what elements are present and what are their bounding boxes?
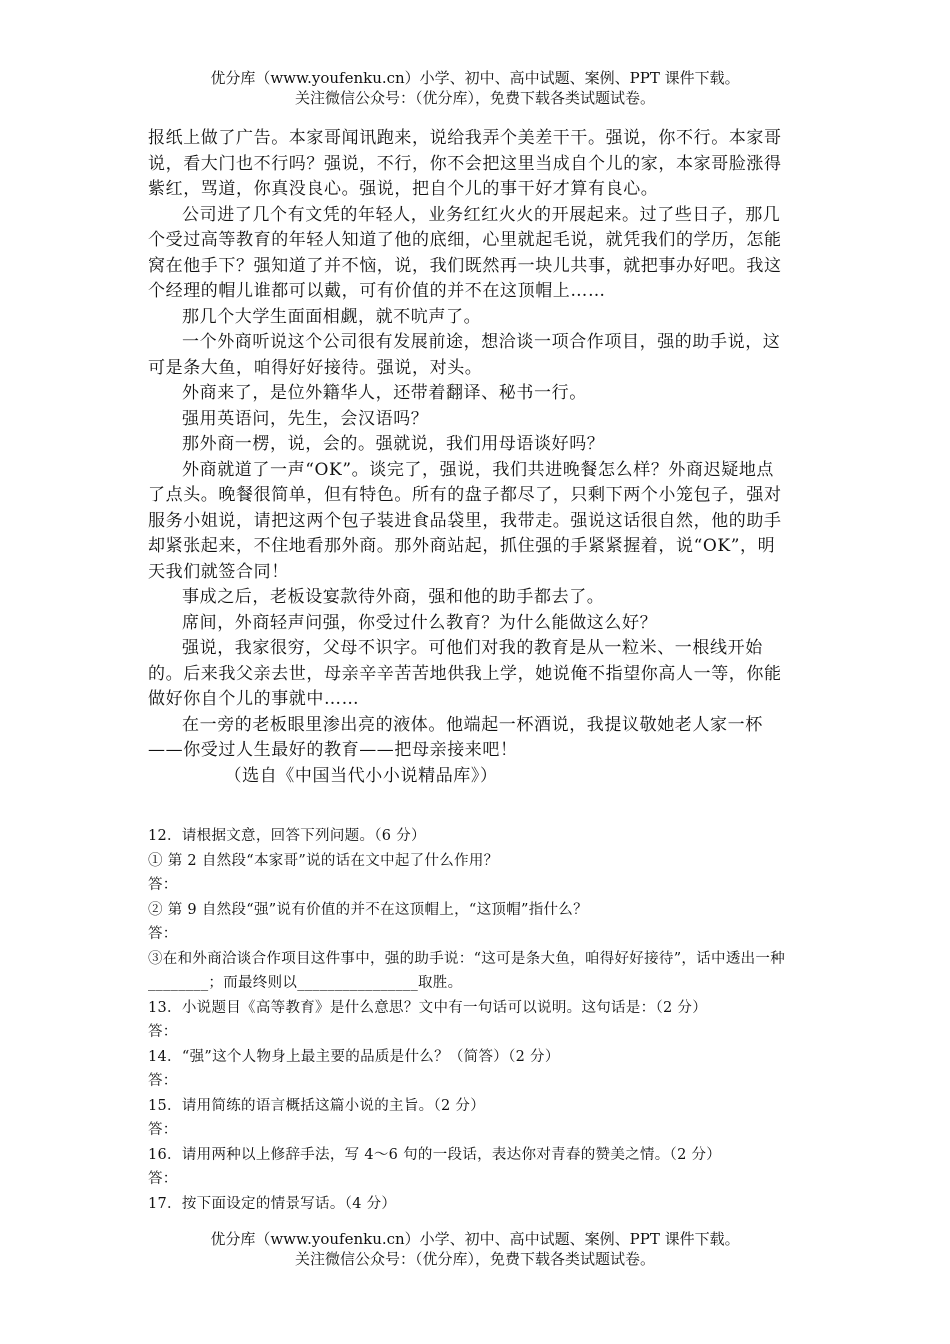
story-text — [148, 126, 788, 789]
answer-line: 答： — [148, 1073, 178, 1089]
answer-line: 答： — [148, 1122, 178, 1138]
question-line: 15．请用简练的语言概括这篇小说的主旨。（2 分） — [148, 1097, 486, 1114]
story-paragraph: 强说，我家很穷，父母不识字。可他们对我的教育是从一粒米、一根线开始的。后来我父亲去世，母亲辛辛苦苦地供我上学，她说俺不指望你高人一等，你能做好你自个儿的事就中…… — [148, 638, 782, 709]
answer-line: 答： — [148, 877, 178, 893]
question-line: 12．请根据文意，回答下列问题。（6 分） — [148, 828, 426, 844]
question-line: 13．小说题目《高等教育》是什么意思？文中有一句话可以说明。这句话是：（2 分） — [148, 999, 708, 1016]
answer-line: 答： — [148, 1024, 178, 1040]
header-line-1: 优分库（www.youfenku.cn）小学、初中、高中试题、案例、PPT 课件下载。 — [210, 69, 740, 87]
question-line: ③在和外商洽谈合作项目这件事中，强的助手说：“这可是条大鱼，咱得好好接待”，话中透出一种________；而最终则以________________取胜。 — [148, 950, 786, 991]
question-line: 14．“强”这个人物身上最主要的品质是什么？（简答）（2 分） — [148, 1048, 560, 1065]
question-line: 16．请用两种以上修辞手法，写 4～6 句的一段话，表达你对青春的赞美之情。（2 分） — [148, 1146, 722, 1163]
story-paragraph: 那外商一楞，说，会的。强就说，我们用母语谈好吗？ — [182, 434, 605, 454]
story-paragraph: 席间，外商轻声问强，你受过什么教育？为什么能做这么好？ — [182, 612, 658, 633]
story-paragraph: 事成之后，老板设宴款待外商，强和他的助手都去了。 — [182, 587, 605, 607]
footer-line-2: 关注微信公众号：（优分库），免费下载各类试题试卷。 — [294, 1250, 655, 1268]
story-paragraph: 那几个大学生面面相觑，就不吭声了。 — [182, 306, 482, 327]
question-section — [148, 824, 798, 1216]
answer-line: 答： — [148, 926, 178, 942]
answer-line: 答： — [148, 1171, 178, 1187]
page-header — [0, 68, 950, 108]
page-footer — [0, 1229, 950, 1269]
story-paragraph: 在一旁的老板眼里渗出亮的液体。他端起一杯酒说，我提议敬她老人家一杯——你受过人生最好的教育——把母亲接来吧！ — [148, 714, 763, 760]
story-paragraph: 强用英语问，先生，会汉语吗？ — [182, 408, 429, 429]
header-line-2: 关注微信公众号：（优分库），免费下载各类试题试卷。 — [294, 89, 655, 107]
question-line: ② 第 9 自然段“强”说有价值的并不在这顶帽上，“这顶帽”指什么？ — [148, 901, 588, 918]
story-paragraph: 外商来了，是位外籍华人，还带着翻译、秘书一行。 — [182, 383, 587, 403]
question-line: 17．按下面设定的情景写话。（4 分） — [148, 1195, 397, 1212]
story-paragraph: 外商就道了一声“OK”。谈完了，强说，我们共进晚餐怎么样？外商迟疑地点了点头。晚餐很简单，但有特色。所有的盘子都尽了，只剩下两个小笼包子，强对服务小姐说，请把这两个包子装进食品袋里，我带走。强说这话很自然，他的助手却紧张起来，不住地看那外商。那外商站起，抓住强的手紧紧握着，说“OK”，明天我们就签合同！ — [148, 459, 782, 582]
footer-line-1: 优分库（www.youfenku.cn）小学、初中、高中试题、案例、PPT 课件下载。 — [210, 1230, 740, 1248]
question-line: ① 第 2 自然段“本家哥”说的话在文中起了什么作用？ — [148, 852, 499, 869]
story-paragraph: 一个外商听说这个公司很有发展前途，想洽谈一项合作项目，强的助手说，这可是条大鱼，咱得好好接待。强说，对头。 — [148, 332, 781, 378]
story-paragraph: 报纸上做了广告。本家哥闻讯跑来，说给我弄个美差干干。强说，你不行。本家哥说，看大门也不行吗？强说，不行，你不会把这里当成自个儿的家，本家哥脸涨得紫红，骂道，你真没良心。强说，把自个儿的事干好才算有良心。 — [148, 128, 782, 199]
story-paragraph: 公司进了几个有文凭的年轻人，业务红红火火的开展起来。过了些日子，那几个受过高等教育的年轻人知道了他的底细，心里就起毛说，就凭我们的学历，怎能窝在他手下？强知道了并不恼，说，我们既然再一块儿共事，就把事办好吧。我这个经理的帽儿谁都可以戴，可有价值的并不在这顶帽上…… — [148, 204, 782, 301]
story-source: （选自《中国当代小小说精品库》） — [224, 765, 498, 786]
